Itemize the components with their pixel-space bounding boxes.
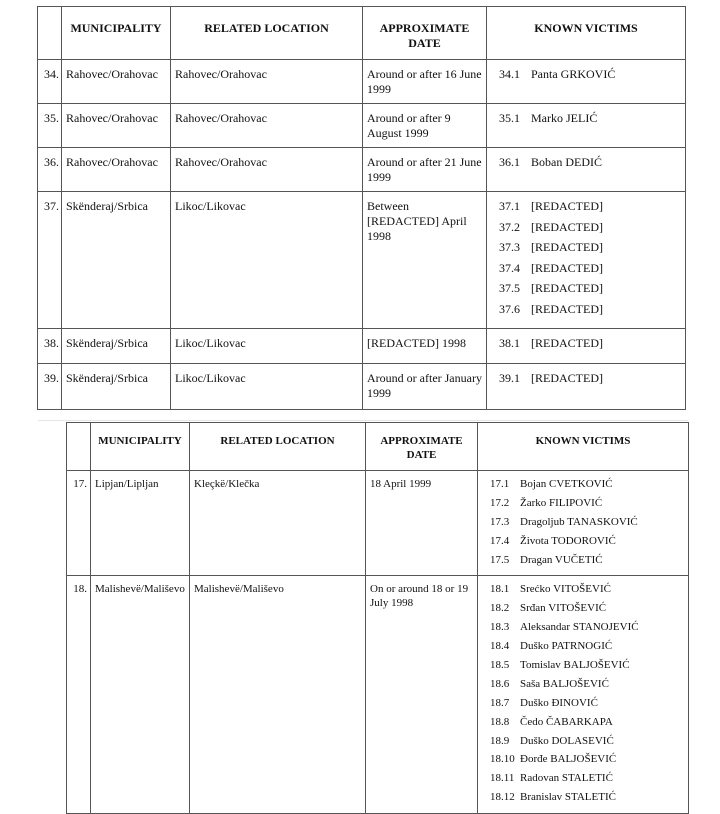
victim-name: Marko JELIĆ	[531, 111, 598, 125]
victim-name: Aleksandar STANOJEVIĆ	[520, 621, 639, 634]
victim-number: 17.4	[490, 534, 510, 547]
victim-number: 38.1	[499, 336, 520, 350]
related-location-cell: Rahovec/Orahovac	[171, 60, 363, 104]
header-known-victims: KNOWN VICTIMS	[487, 7, 686, 60]
victim-name: [REDACTED]	[531, 301, 603, 316]
table-row	[38, 363, 686, 409]
municipality-cell: Skënderaj/Srbica	[62, 192, 171, 329]
victim-name: Srđan VITOŠEVIĆ	[520, 602, 607, 615]
table-row	[38, 104, 686, 148]
victim-name: Radovan STALETIĆ	[520, 772, 613, 785]
municipality-cell: Rahovec/Orahovac	[62, 60, 171, 104]
victim-number: 18.4	[490, 640, 510, 653]
victim-number: 18.7	[490, 696, 510, 709]
victim-entry	[491, 336, 681, 357]
related-location-cell: Rahovec/Orahovac	[171, 104, 363, 148]
victim-entry	[491, 199, 681, 220]
table-row	[38, 148, 686, 192]
known-victims-cell	[487, 104, 686, 148]
known-victims-cell	[487, 363, 686, 409]
victim-number: 35.1	[499, 111, 520, 125]
known-victims-cell	[487, 148, 686, 192]
victim-entry	[491, 371, 681, 392]
row-number: 39.	[38, 363, 62, 409]
victim-entry	[482, 620, 684, 639]
header-municipality: MUNICIPALITY	[91, 423, 190, 471]
victim-name: [REDACTED]	[531, 281, 603, 295]
page-divider	[38, 420, 688, 421]
victim-name: Dragoljub TANASKOVIĆ	[520, 515, 638, 528]
victim-entry	[482, 582, 684, 601]
victim-entry	[482, 515, 684, 534]
victim-number: 18.8	[490, 715, 510, 728]
victim-name: Duško DOLASEVIĆ	[520, 734, 614, 747]
related-location-cell: Likoc/Likovac	[171, 363, 363, 409]
victim-entry	[482, 601, 684, 620]
victim-entry	[482, 677, 684, 696]
victim-number: 18.12	[490, 791, 515, 804]
related-location-cell: Likoc/Likovac	[171, 329, 363, 364]
related-location-cell: Malishevë/Mališevo	[190, 576, 366, 814]
victim-number: 17.5	[490, 553, 510, 566]
table-row	[38, 329, 686, 364]
victim-entry	[491, 281, 681, 302]
victim-number: 18.3	[490, 621, 510, 634]
approximate-date-cell: 18 April 1999	[366, 471, 478, 576]
approximate-date-cell: On or around 18 or 19 July 1998	[366, 576, 478, 814]
victim-number: 36.1	[499, 155, 520, 169]
victim-name: [REDACTED]	[531, 260, 603, 275]
approximate-date-cell: Around or after January 1999	[363, 363, 487, 409]
victim-name: [REDACTED]	[531, 240, 603, 254]
victim-entry	[491, 220, 681, 241]
municipality-cell: Rahovec/Orahovac	[62, 148, 171, 192]
victim-name: Duško PATRNOGIĆ	[520, 640, 613, 653]
header-known-victims: KNOWN VICTIMS	[478, 423, 689, 471]
victim-entry	[482, 734, 684, 753]
victim-number: 39.1	[499, 370, 520, 385]
victim-entry	[491, 111, 681, 132]
approximate-date-cell: Around or after 21 June 1999	[363, 148, 487, 192]
header-related-location: RELATED LOCATION	[171, 7, 363, 60]
approximate-date-cell: Around or after 9 August 1999	[363, 104, 487, 148]
victim-name: [REDACTED]	[531, 219, 603, 234]
victim-name: Čedo ČABARKAPA	[520, 715, 613, 728]
victim-name: Dragan VUČETIĆ	[520, 553, 603, 566]
related-location-cell: Likoc/Likovac	[171, 192, 363, 329]
victim-number: 37.2	[499, 219, 520, 234]
victim-name: Panta GRKOVIĆ	[531, 67, 616, 81]
victim-number: 18.5	[490, 659, 510, 672]
victim-name: Žarko FILIPOVIĆ	[520, 496, 603, 509]
table-row	[38, 60, 686, 104]
victim-name: Života TODOROVIĆ	[520, 534, 616, 547]
table-row	[38, 192, 686, 329]
victim-entry	[491, 155, 681, 176]
row-number: 18.	[67, 576, 91, 814]
victim-entry	[491, 302, 681, 323]
victim-entry	[482, 477, 684, 496]
header-number	[67, 423, 91, 471]
approximate-date-cell: [REDACTED] 1998	[363, 329, 487, 364]
victim-entry	[482, 752, 684, 771]
row-number: 17.	[67, 471, 91, 576]
known-victims-cell	[487, 329, 686, 364]
victims-table-page-2	[66, 422, 689, 814]
row-number: 35.	[38, 104, 62, 148]
header-approximate-date: APPROXIMATE DATE	[366, 423, 478, 471]
header-number	[38, 7, 62, 60]
approximate-date-cell: Around or after 16 June 1999	[363, 60, 487, 104]
victim-name: [REDACTED]	[531, 199, 603, 213]
victim-name: Duško ĐINOVIĆ	[520, 696, 598, 709]
municipality-cell: Skënderaj/Srbica	[62, 363, 171, 409]
victim-number: 18.2	[490, 602, 510, 615]
victim-name: Branislav STALETIĆ	[520, 791, 616, 804]
header-approximate-date: APPROXIMATE DATE	[363, 7, 487, 60]
victim-number: 37.3	[499, 240, 520, 254]
victim-entry	[482, 696, 684, 715]
victim-name: [REDACTED]	[531, 336, 603, 350]
victim-number: 18.9	[490, 734, 510, 747]
row-number: 36.	[38, 148, 62, 192]
victim-number: 37.6	[499, 301, 520, 316]
victim-name: Tomislav BALJOŠEVIĆ	[520, 659, 630, 672]
victim-entry	[482, 496, 684, 515]
approximate-date-cell: Between [REDACTED] April 1998	[363, 192, 487, 329]
table-row	[67, 471, 689, 576]
victim-number: 18.6	[490, 677, 510, 690]
victim-entry	[482, 790, 684, 809]
victim-entry	[491, 67, 681, 88]
victims-table-page-1	[37, 6, 686, 410]
victim-entry	[482, 771, 684, 790]
victim-number: 18.1	[490, 583, 510, 596]
related-location-cell: Kleçkë/Klečka	[190, 471, 366, 576]
victim-entry	[482, 553, 684, 572]
victim-entry	[482, 658, 684, 677]
victim-number: 18.10	[490, 753, 515, 766]
table-header-row	[38, 7, 686, 60]
known-victims-cell	[478, 471, 689, 576]
victim-entry	[491, 240, 681, 261]
victim-entry	[491, 261, 681, 282]
table-row	[67, 576, 689, 814]
victim-name: Bojan CVETKOVIĆ	[520, 478, 613, 490]
row-number: 37.	[38, 192, 62, 329]
row-number: 34.	[38, 60, 62, 104]
victim-number: 34.1	[499, 67, 520, 81]
victim-entry	[482, 715, 684, 734]
victim-number: 37.5	[499, 281, 520, 295]
victim-name: Boban DEDIĆ	[531, 155, 602, 169]
victim-number: 17.1	[490, 478, 510, 490]
header-related-location: RELATED LOCATION	[190, 423, 366, 471]
victim-entry	[482, 639, 684, 658]
known-victims-cell	[478, 576, 689, 814]
related-location-cell: Rahovec/Orahovac	[171, 148, 363, 192]
table-header-row	[67, 423, 689, 471]
victim-name: Srećko VITOŠEVIĆ	[520, 583, 611, 596]
municipality-cell: Skënderaj/Srbica	[62, 329, 171, 364]
known-victims-cell	[487, 192, 686, 329]
known-victims-cell	[487, 60, 686, 104]
victim-number: 17.2	[490, 496, 510, 509]
municipality-cell: Rahovec/Orahovac	[62, 104, 171, 148]
victim-name: [REDACTED]	[531, 370, 603, 385]
victim-name: Đorđe BALJOŠEVIĆ	[520, 753, 617, 766]
municipality-cell: Lipjan/Lipljan	[91, 471, 190, 576]
victim-number: 37.4	[499, 260, 520, 275]
victim-name: Saša BALJOŠEVIĆ	[520, 677, 609, 690]
victim-number: 17.3	[490, 515, 510, 528]
victim-number: 18.11	[490, 772, 515, 785]
victim-entry	[482, 534, 684, 553]
header-municipality: MUNICIPALITY	[62, 7, 171, 60]
municipality-cell: Malishevë/Mališevo	[91, 576, 190, 814]
victim-number: 37.1	[499, 199, 520, 213]
row-number: 38.	[38, 329, 62, 364]
